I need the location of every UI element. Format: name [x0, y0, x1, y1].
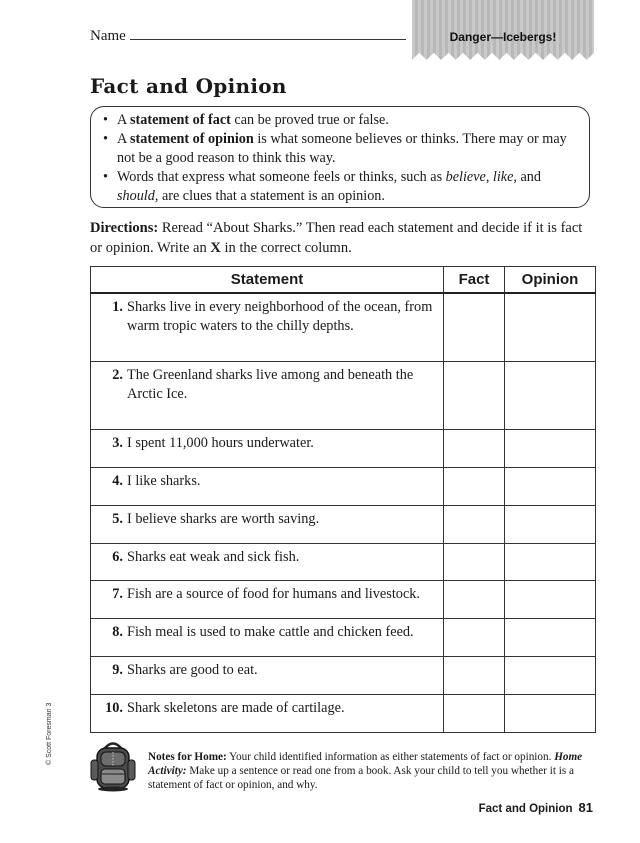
statement-text: The Greenland sharks live among and beneath the Arctic Ice.	[127, 367, 414, 403]
header-opinion: Opinion	[505, 267, 596, 294]
table-row	[91, 505, 596, 543]
statement-number: 1.	[112, 299, 123, 315]
opinion-answer-cell[interactable]	[505, 293, 596, 362]
info-text: Words that express what someone feels or thinks, such as	[117, 169, 446, 185]
opinion-answer-cell[interactable]	[505, 429, 596, 467]
info-text: is what someone believes or thinks. There may or may not be a good reason to think this way.	[117, 131, 567, 166]
name-field[interactable]	[90, 27, 406, 45]
fact-answer-cell[interactable]	[444, 505, 505, 543]
statement-number: 10.	[105, 700, 123, 716]
page-title: Fact and Opinion	[90, 74, 287, 98]
home-activity-label: Home Activity:	[148, 751, 583, 777]
statement-text: Sharks are good to eat.	[127, 662, 258, 679]
fact-answer-cell[interactable]	[444, 695, 505, 733]
table-row	[91, 543, 596, 581]
table-row	[91, 362, 596, 430]
statement-number: 9.	[112, 662, 123, 679]
statement-number: 2.	[112, 367, 123, 384]
info-bullet-opinion: • A statement of opinion is what someone believes or thinks. There may or may not be a good reason to think this way.	[103, 130, 575, 168]
fact-answer-cell[interactable]	[444, 581, 505, 619]
statement-number: 7.	[112, 586, 123, 603]
info-text: can be proved true or false.	[230, 112, 389, 128]
statement-cell	[91, 362, 444, 430]
header-fact: Fact	[444, 267, 505, 294]
header-statement: Statement	[91, 267, 444, 294]
statement-text: Fish meal is used to make cattle and chicken feed.	[127, 624, 414, 641]
fact-answer-cell[interactable]	[444, 543, 505, 581]
fact-answer-cell[interactable]	[444, 619, 505, 657]
fact-opinion-table	[90, 266, 596, 733]
table-row	[91, 581, 596, 619]
statement-text: I believe sharks are worth saving.	[127, 510, 320, 527]
clue-word-should: should,	[117, 188, 159, 204]
opinion-answer-cell[interactable]	[505, 362, 596, 430]
fact-answer-cell[interactable]	[444, 429, 505, 467]
page-number: 81	[578, 800, 593, 815]
directions-text: Reread “About Sharks.” Then read each statement and decide if it is fact or opinion. Write an	[90, 220, 583, 256]
info-list	[103, 111, 575, 206]
table-row	[91, 467, 596, 505]
opinion-answer-cell[interactable]	[505, 619, 596, 657]
statement-cell	[91, 467, 444, 505]
statement-cell	[91, 619, 444, 657]
notes-text: Your child identified information as either statements of fact or opinion.	[226, 751, 552, 763]
statement-cell	[91, 429, 444, 467]
directions-text: in the correct column.	[220, 240, 352, 256]
opinion-answer-cell[interactable]	[505, 467, 596, 505]
table-row	[91, 657, 596, 695]
opinion-answer-cell[interactable]	[505, 657, 596, 695]
statement-number: 6.	[112, 548, 123, 565]
directions	[90, 218, 590, 258]
statement-text: Sharks eat weak and sick fish.	[127, 548, 300, 565]
opinion-answer-cell[interactable]	[505, 581, 596, 619]
table-row	[91, 429, 596, 467]
statement-number: 3.	[112, 434, 123, 451]
directions-x-mark: X	[210, 240, 221, 256]
statement-cell	[91, 505, 444, 543]
opinion-answer-cell[interactable]	[505, 505, 596, 543]
info-bullet-fact: • A statement of fact can be proved true or false.	[103, 111, 575, 130]
info-box	[90, 106, 590, 208]
opinion-answer-cell[interactable]	[505, 695, 596, 733]
backpack-icon	[88, 738, 138, 792]
statement-number: 4.	[112, 472, 123, 489]
fact-answer-cell[interactable]	[444, 293, 505, 362]
page-footer	[479, 800, 593, 815]
statement-cell	[91, 293, 444, 362]
notes-for-home	[148, 750, 588, 792]
statement-text: Sharks live in every neighborhood of the ocean, from warm tropic waters to the chilly depths.	[127, 299, 433, 334]
home-activity-text: Make up a sentence or read one from a book. Ask your child to tell you whether it is a statement of fact or opinion, and why.	[148, 765, 574, 791]
directions-label: Directions:	[90, 220, 159, 236]
statement-text: Shark skeletons are made of cartilage.	[127, 700, 345, 716]
banner-title: Danger—Icebergs!	[449, 30, 557, 44]
statement-cell	[91, 695, 444, 733]
notes-label: Notes for Home:	[148, 751, 227, 763]
name-blank-line[interactable]	[130, 27, 406, 40]
statement-text: Fish are a source of food for humans and livestock.	[127, 586, 421, 603]
info-text: are clues that a statement is an opinion.	[158, 188, 385, 204]
clue-words: believe, like,	[445, 169, 517, 185]
statement-cell	[91, 581, 444, 619]
statement-number: 8.	[112, 624, 123, 641]
footer-label: Fact and Opinion	[478, 803, 573, 815]
statement-text: I spent 11,000 hours underwater.	[127, 434, 314, 451]
info-bullet-clues	[103, 168, 575, 206]
table-row	[91, 619, 596, 657]
table-row	[91, 293, 596, 362]
info-text: and	[516, 169, 541, 185]
opinion-answer-cell[interactable]	[505, 543, 596, 581]
fact-answer-cell[interactable]	[444, 362, 505, 430]
statement-number: 5.	[112, 510, 123, 527]
term-statement-of-fact: statement of fact	[130, 112, 231, 128]
copyright-credit: © Scott Foresman 3	[46, 702, 53, 765]
fact-answer-cell[interactable]	[444, 657, 505, 695]
statement-cell	[91, 543, 444, 581]
table-row	[91, 695, 596, 733]
fact-answer-cell[interactable]	[444, 467, 505, 505]
term-statement-of-opinion: statement of opinion	[130, 131, 254, 147]
statement-cell	[91, 657, 444, 695]
table-header-row	[91, 267, 596, 294]
statement-text: I like sharks.	[127, 472, 201, 489]
name-label: Name	[90, 28, 126, 44]
